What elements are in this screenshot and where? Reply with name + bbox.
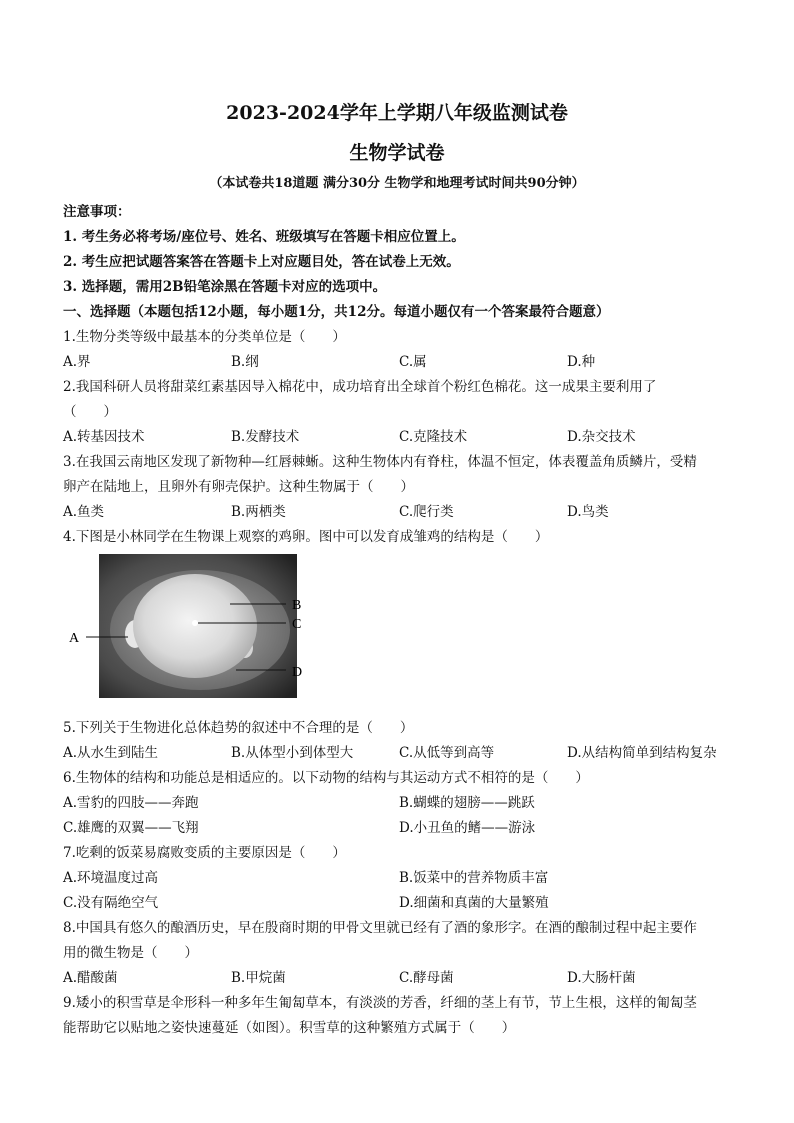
question-stem: 6.生物体的结构和功能总是相适应的。以下动物的结构与其运动方式不相符的是（ ） bbox=[63, 770, 589, 786]
option-d: D.小丑鱼的鳍——游泳 bbox=[399, 820, 536, 836]
option-a: A.醋酸菌 bbox=[63, 970, 118, 986]
option-c: C.从低等到高等 bbox=[399, 745, 495, 761]
option-b: B.发酵技术 bbox=[231, 429, 300, 445]
option-b: B.饭菜中的营养物质丰富 bbox=[399, 870, 549, 886]
option-a: A.界 bbox=[63, 354, 91, 370]
question-stem: 8.中国具有悠久的酿酒历史，早在殷商时期的甲骨文里就已经有了酒的象形字。在酒的酿制过程中起主要作 bbox=[63, 920, 697, 936]
exam-subtitle: 生物学试卷 bbox=[349, 142, 445, 164]
option-d: D.鸟类 bbox=[567, 504, 609, 520]
option-c: C.没有隔绝空气 bbox=[63, 895, 159, 911]
figure-label-c: C bbox=[292, 617, 302, 632]
option-a: A.转基因技术 bbox=[63, 429, 145, 445]
exam-info: （本试卷共18道题 满分30分 生物学和地理考试时间共90分钟） bbox=[209, 176, 585, 191]
option-d: D.种 bbox=[567, 354, 596, 370]
egg-germinal-disc bbox=[192, 620, 198, 626]
question-stem: 4.下图是小林同学在生物课上观察的鸡卵。图中可以发育成雏鸡的结构是（ ） bbox=[63, 529, 549, 545]
question-stem-cont: 用的微生物是（ ） bbox=[63, 945, 198, 961]
option-b: B.甲烷菌 bbox=[231, 970, 286, 986]
option-a: A.从水生到陆生 bbox=[63, 745, 159, 761]
question-stem: 9.矮小的积雪草是伞形科一种多年生匍匐草本，有淡淡的芳香，纤细的茎上有节，节上生根，这样的匍匐茎 bbox=[63, 995, 697, 1011]
option-d: D.细菌和真菌的大量繁殖 bbox=[399, 895, 549, 911]
option-c: C.酵母菌 bbox=[399, 970, 454, 986]
option-b: B.蝴蝶的翅膀——跳跃 bbox=[399, 795, 535, 811]
option-b: B.纲 bbox=[231, 354, 259, 370]
option-d: D.从结构简单到结构复杂 bbox=[567, 745, 717, 761]
figure-label-b: B bbox=[292, 598, 302, 613]
egg-figure bbox=[60, 548, 320, 702]
exam-title: 2023-2024学年上学期八年级监测试卷 bbox=[226, 102, 568, 124]
option-d: D.大肠杆菌 bbox=[567, 970, 636, 986]
question-stem: 5.下列关于生物进化总体趋势的叙述中不合理的是（ ） bbox=[63, 720, 414, 736]
question-stem: 1.生物分类等级中最基本的分类单位是（ ） bbox=[63, 329, 346, 345]
option-b: B.从体型小到体型大 bbox=[231, 745, 354, 761]
note-item: 1. 考生务必将考场/座位号、姓名、班级填写在答题卡相应位置上。 bbox=[63, 229, 465, 245]
question-stem: 2.我国科研人员将甜菜红素基因导入棉花中，成功培育出全球首个粉红色棉花。这一成果主要利用了 bbox=[63, 379, 657, 395]
question-stem: 7.吃剩的饭菜易腐败变质的主要原因是（ ） bbox=[63, 845, 346, 861]
figure-label-a: A bbox=[69, 631, 80, 646]
question-stem: 3.在我国云南地区发现了新物种—红唇棘蜥。这种生物体内有脊柱，体温不恒定，体表覆盖角质鳞片，受精 bbox=[63, 454, 697, 470]
question-stem-cont: （ ） bbox=[63, 404, 117, 420]
option-c: C.雄鹰的双翼——飞翔 bbox=[63, 820, 199, 836]
question-stem-cont: 能帮助它以贴地之姿快速蔓延（如图）。积雪草的这种繁殖方式属于（ ） bbox=[63, 1020, 516, 1036]
notes-heading: 注意事项： bbox=[63, 204, 131, 220]
question-stem-cont: 卵产在陆地上，且卵外有卵壳保护。这种生物属于（ ） bbox=[63, 479, 414, 495]
option-c: C.爬行类 bbox=[399, 504, 454, 520]
option-b: B.两栖类 bbox=[231, 504, 286, 520]
option-a: A.雪豹的四肢——奔跑 bbox=[63, 795, 199, 811]
section-title: 一、选择题（本题包括12小题，每小题1分，共12分。每道小题仅有一个答案最符合题意） bbox=[63, 304, 610, 320]
option-c: C.克隆技术 bbox=[399, 429, 468, 445]
option-a: A.环境温度过高 bbox=[63, 870, 159, 886]
note-item: 3. 选择题，需用2B铅笔涂黑在答题卡对应的选项中。 bbox=[63, 279, 387, 295]
option-d: D.杂交技术 bbox=[567, 429, 636, 445]
option-c: C.属 bbox=[399, 354, 427, 370]
option-a: A.鱼类 bbox=[63, 504, 105, 520]
figure-label-d: D bbox=[292, 665, 303, 680]
note-item: 2. 考生应把试题答案答在答题卡上对应题目处，答在试卷上无效。 bbox=[63, 254, 460, 270]
